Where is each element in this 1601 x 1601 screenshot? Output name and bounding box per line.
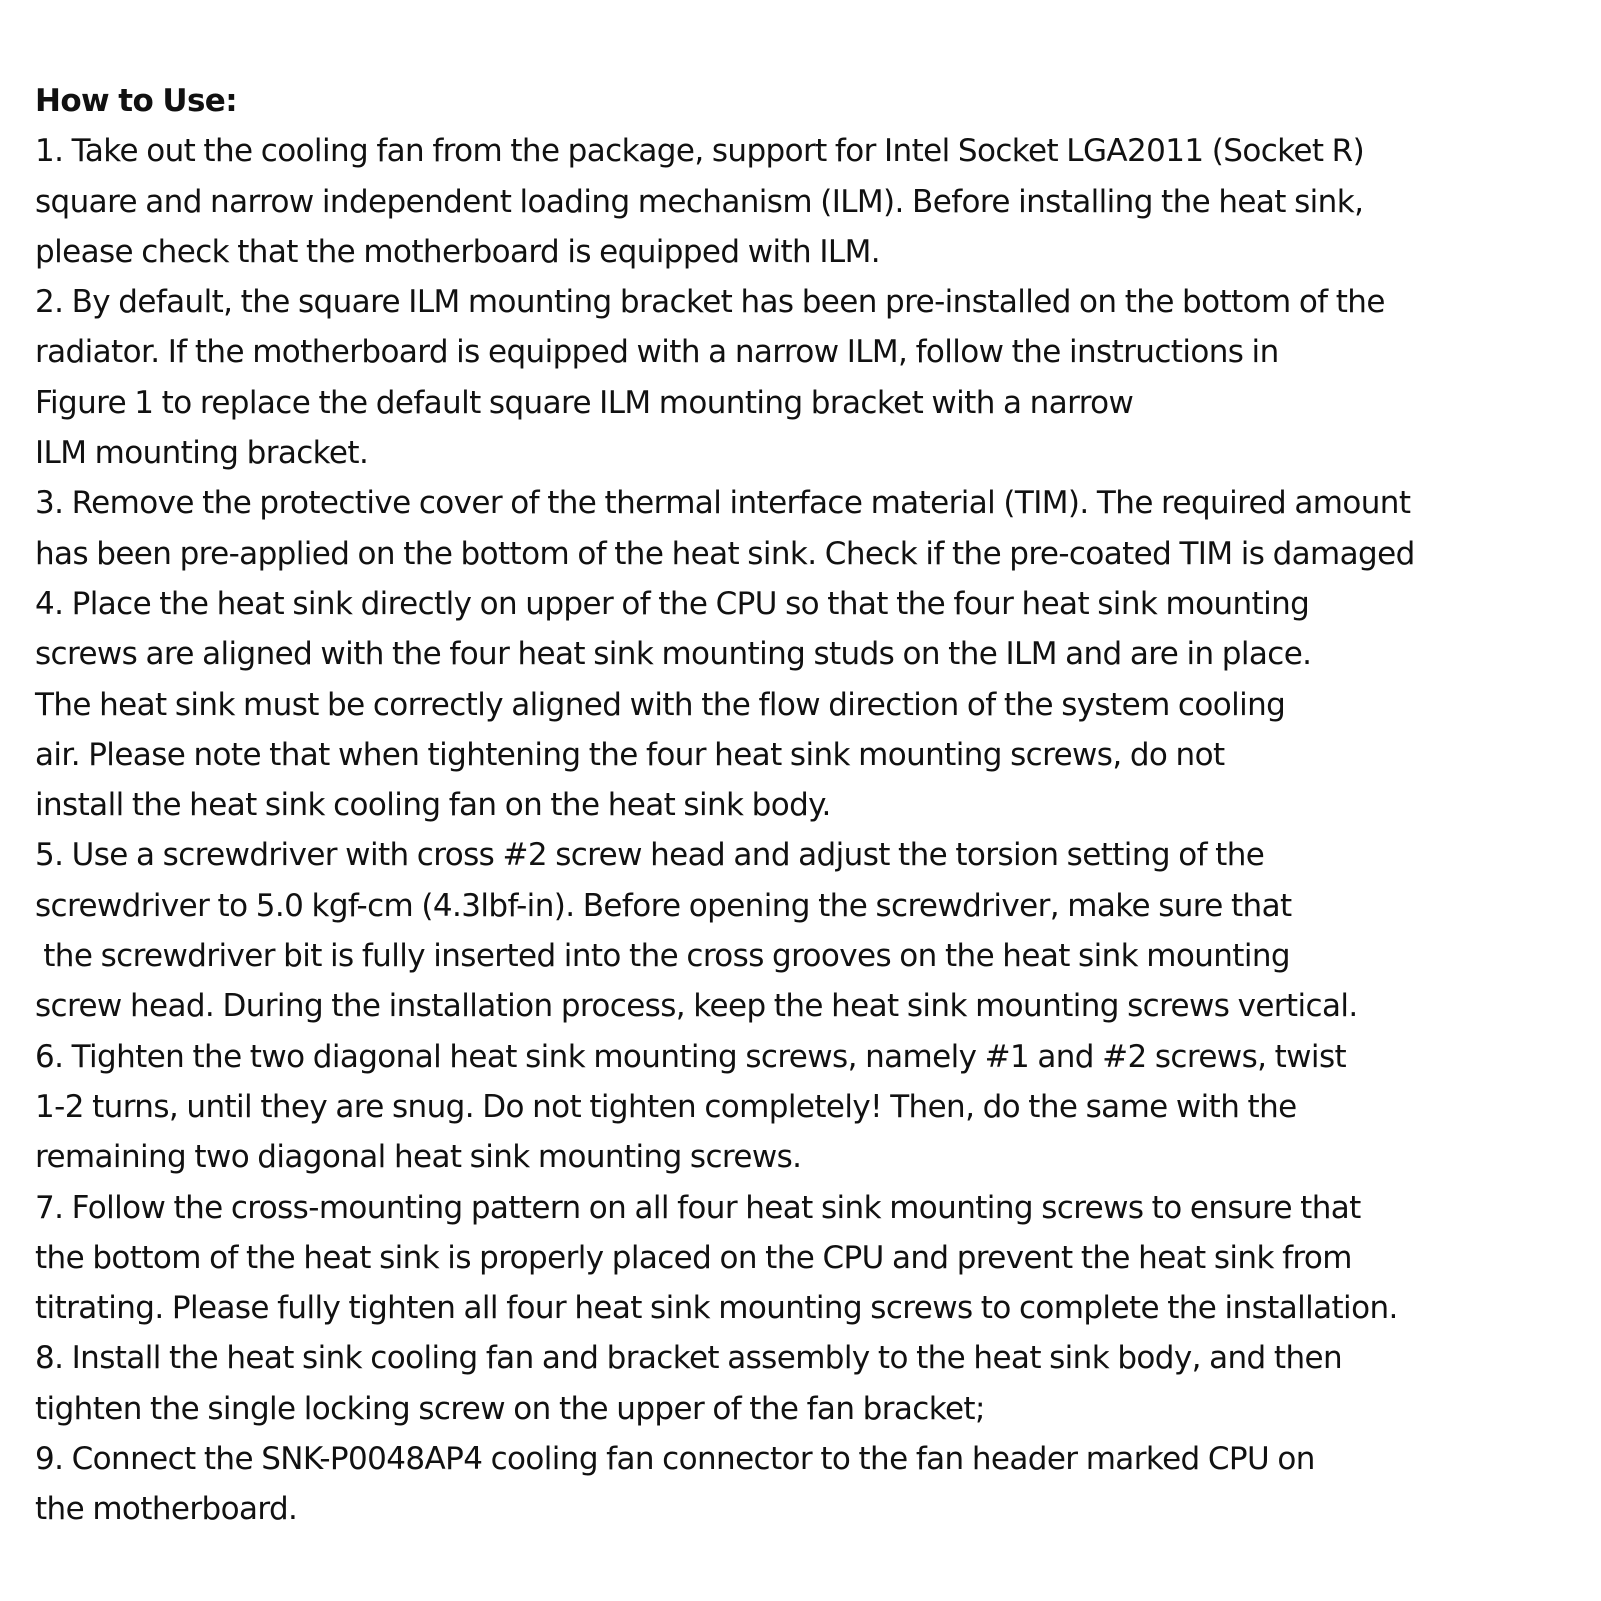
instruction-line: 1. Take out the cooling fan from the package, support for Intel Socket LGA2011 (Socket R) bbox=[35, 133, 1365, 170]
instruction-line: has been pre-applied on the bottom of the heat sink. Check if the pre-coated TIM is damaged bbox=[35, 535, 1415, 572]
instruction-line: ILM mounting bracket. bbox=[35, 435, 369, 472]
instruction-line: the motherboard. bbox=[35, 1491, 298, 1528]
instruction-line: 5. Use a screwdriver with cross #2 screw head and adjust the torsion setting of the bbox=[35, 837, 1265, 874]
instruction-line: the screwdriver bit is fully inserted into the cross grooves on the heat sink mounting bbox=[35, 938, 1290, 975]
instruction-line: titrating. Please fully tighten all four heat sink mounting screws to complete the installation. bbox=[35, 1290, 1398, 1327]
instruction-line: screwdriver to 5.0 kgf-cm (4.3lbf-in). Before opening the screwdriver, make sure that bbox=[35, 887, 1292, 924]
instruction-line: The heat sink must be correctly aligned with the flow direction of the system cooling bbox=[35, 686, 1286, 723]
instruction-line: please check that the motherboard is equipped with ILM. bbox=[35, 233, 880, 270]
instruction-line: 7. Follow the cross-mounting pattern on all four heat sink mounting screws to ensure that bbox=[35, 1189, 1361, 1226]
instruction-line: 9. Connect the SNK-P0048AP4 cooling fan connector to the fan header marked CPU on bbox=[35, 1441, 1315, 1478]
instruction-line: 4. Place the heat sink directly on upper of the CPU so that the four heat sink mounting bbox=[35, 585, 1310, 622]
instruction-line: 1-2 turns, until they are snug. Do not tighten completely! Then, do the same with the bbox=[35, 1088, 1297, 1125]
instruction-line: Figure 1 to replace the default square ILM mounting bracket with a narrow bbox=[35, 384, 1134, 421]
document-heading: How to Use: bbox=[35, 83, 238, 119]
instruction-line: tighten the single locking screw on the upper of the fan bracket; bbox=[35, 1390, 985, 1427]
instruction-line: screws are aligned with the four heat sink mounting studs on the ILM and are in place. bbox=[35, 636, 1312, 673]
instruction-line: 3. Remove the protective cover of the thermal interface material (TIM). The required amount bbox=[35, 485, 1411, 522]
instruction-line: 2. By default, the square ILM mounting bracket has been pre-installed on the bottom of the bbox=[35, 284, 1385, 321]
instruction-line: air. Please note that when tightening the four heat sink mounting screws, do not bbox=[35, 736, 1225, 773]
instruction-lines bbox=[35, 126, 1575, 1534]
instruction-line: the bottom of the heat sink is properly placed on the CPU and prevent the heat sink from bbox=[35, 1239, 1352, 1276]
instruction-line: screw head. During the installation process, keep the heat sink mounting screws vertical. bbox=[35, 988, 1358, 1025]
instructions-document bbox=[35, 76, 1575, 1535]
instruction-line: radiator. If the motherboard is equipped with a narrow ILM, follow the instructions in bbox=[35, 334, 1279, 371]
instruction-line: square and narrow independent loading mechanism (ILM). Before installing the heat sink, bbox=[35, 183, 1364, 220]
instruction-line: 6. Tighten the two diagonal heat sink mounting screws, namely #1 and #2 screws, twist bbox=[35, 1038, 1347, 1075]
instruction-line: install the heat sink cooling fan on the heat sink body. bbox=[35, 787, 831, 824]
instruction-line: 8. Install the heat sink cooling fan and bracket assembly to the heat sink body, and then bbox=[35, 1340, 1343, 1377]
instruction-line: remaining two diagonal heat sink mounting screws. bbox=[35, 1139, 802, 1176]
